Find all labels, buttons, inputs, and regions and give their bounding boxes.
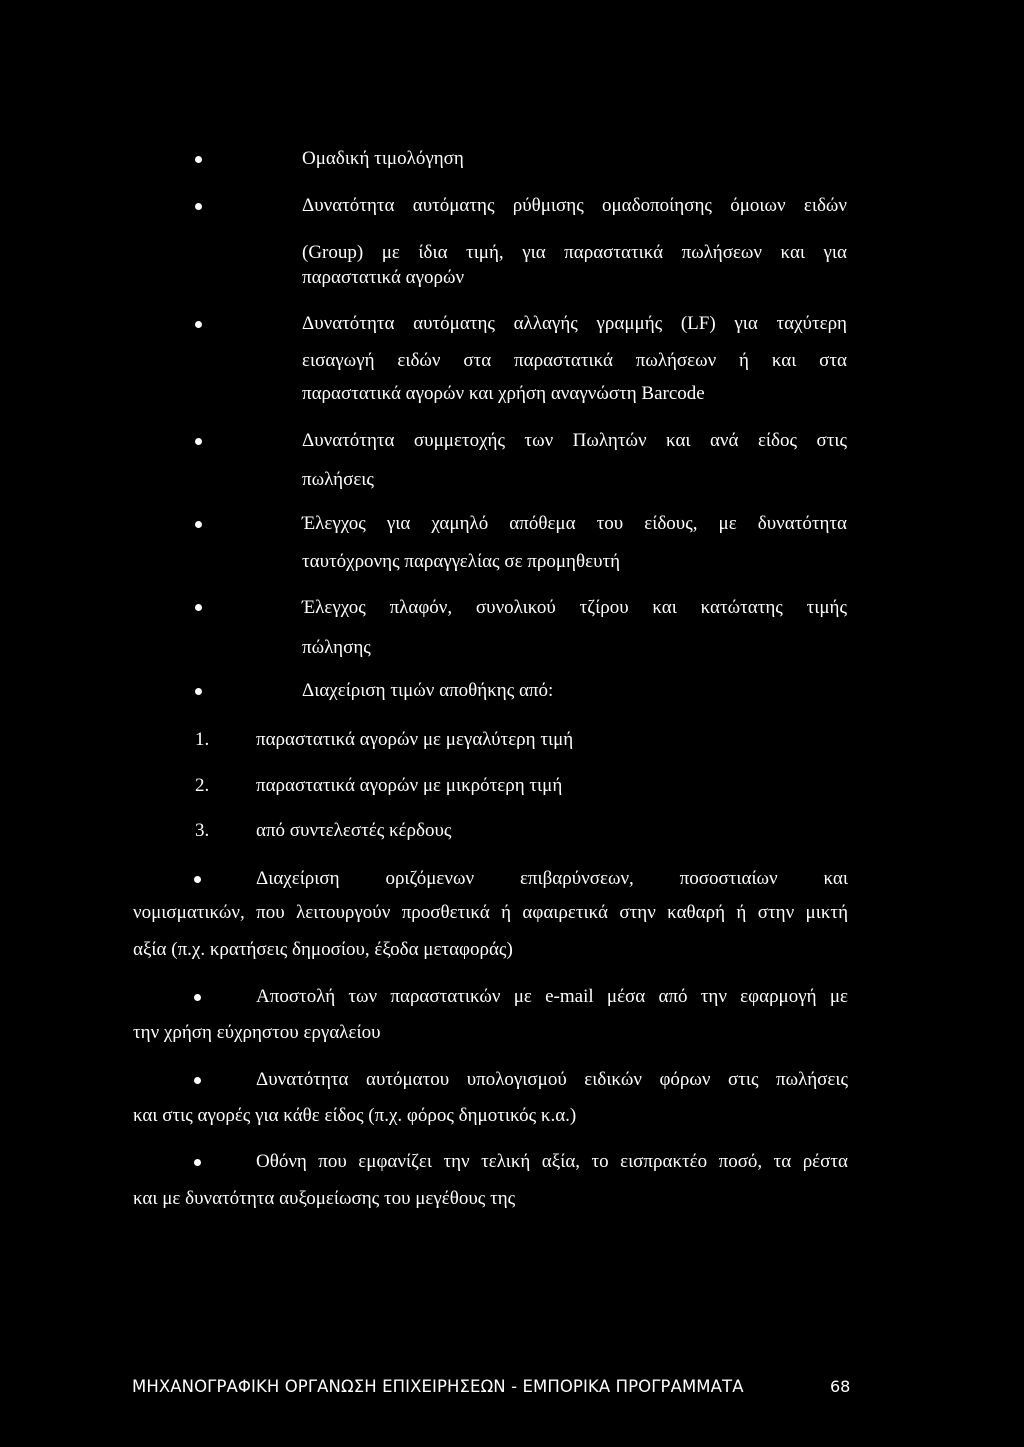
- bullet-icon: [195, 438, 202, 445]
- bullet-icon: [195, 604, 202, 611]
- list-item-text: πωλήσεις: [302, 469, 374, 490]
- bullet-icon: [195, 203, 202, 210]
- list-item-text: Δυνατότητα αυτόματου υπολογισμού ειδικών φόρων στις πωλήσεις: [256, 1069, 848, 1090]
- numbered-item-text: από συντελεστές κέρδους: [256, 820, 452, 841]
- list-item-text: νομισματικών, που λειτουργούν προσθετικά ή αφαιρετικά στην καθαρή ή στην μικτή: [133, 902, 848, 923]
- numbered-item-text: παραστατικά αγορών με μεγαλύτερη τιμή: [256, 729, 574, 750]
- bullet-icon: [195, 321, 202, 328]
- list-item-text: Έλεγχος πλαφόν, συνολικού τζίρου και κατώτατης τιμής: [302, 597, 847, 618]
- bullet-icon: [194, 994, 201, 1001]
- list-item-text: Διαχείριση τιμών αποθήκης από:: [302, 680, 554, 701]
- bullet-icon: [195, 156, 202, 163]
- bullet-icon: [194, 1159, 201, 1166]
- list-item-text: Οθόνη που εμφανίζει την τελική αξία, το εισπρακτέο ποσό, τα ρέστα: [256, 1151, 848, 1172]
- page-number: 68: [830, 1377, 851, 1396]
- list-item-text: Δυνατότητα αυτόματης αλλαγής γραμμής (LF) για ταχύτερη: [302, 313, 847, 334]
- list-number: 3.: [195, 820, 210, 841]
- list-item-text: αξία (π.χ. κρατήσεις δημοσίου, έξοδα μεταφοράς): [133, 939, 513, 960]
- footer-title: ΜΗΧΑΝΟΓΡΑΦΙΚΗ ΟΡΓΑΝΩΣΗ ΕΠΙΧΕΙΡΗΣΕΩΝ - ΕΜΠΟΡΙΚΑ ΠΡΟΓΡΑΜΜΑΤΑ: [132, 1377, 744, 1396]
- list-item-text: ταυτόχρονης παραγγελίας σε προμηθευτή: [302, 551, 621, 572]
- list-number: 1.: [195, 729, 210, 750]
- list-item-text: την χρήση εύχρηστου εργαλείου: [133, 1022, 381, 1043]
- list-item-text: πώλησης: [302, 637, 371, 658]
- list-item-text: Διαχείριση οριζόμενων επιβαρύνσεων, ποσοστιαίων και: [256, 868, 848, 889]
- list-item-text: και στις αγορές για κάθε είδος (π.χ. φόρος δημοτικός κ.α.): [133, 1105, 577, 1126]
- list-item-text: παραστατικά αγορών και χρήση αναγνώστη Barcode: [302, 383, 705, 404]
- list-item-text: Δυνατότητα συμμετοχής των Πωλητών και ανά είδος στις: [302, 430, 847, 451]
- bullet-icon: [195, 521, 202, 528]
- numbered-item-text: παραστατικά αγορών με μικρότερη τιμή: [256, 775, 563, 796]
- list-item-text: Έλεγχος για χαμηλό απόθεμα του είδους, με δυνατότητα: [302, 513, 847, 534]
- list-number: 2.: [195, 775, 210, 796]
- bullet-icon: [194, 1077, 201, 1084]
- list-item-text: και με δυνατότητα αυξομείωσης του μεγέθους της: [133, 1188, 516, 1209]
- list-item-text: Αποστολή των παραστατικών με e-mail μέσα από την εφαρμογή με: [256, 986, 848, 1007]
- list-item-text: (Group) με ίδια τιμή, για παραστατικά πωλήσεων και για: [302, 242, 847, 263]
- bullet-icon: [194, 876, 201, 883]
- list-item-text: παραστατικά αγορών: [302, 267, 465, 288]
- list-item-text: Ομαδική τιμολόγηση: [302, 148, 464, 169]
- bullet-icon: [195, 688, 202, 695]
- list-item-text: εισαγωγή ειδών στα παραστατικά πωλήσεων ή και στα: [302, 350, 847, 371]
- list-item-text: Δυνατότητα αυτόματης ρύθμισης ομαδοποίησης όμοιων ειδών: [302, 195, 847, 216]
